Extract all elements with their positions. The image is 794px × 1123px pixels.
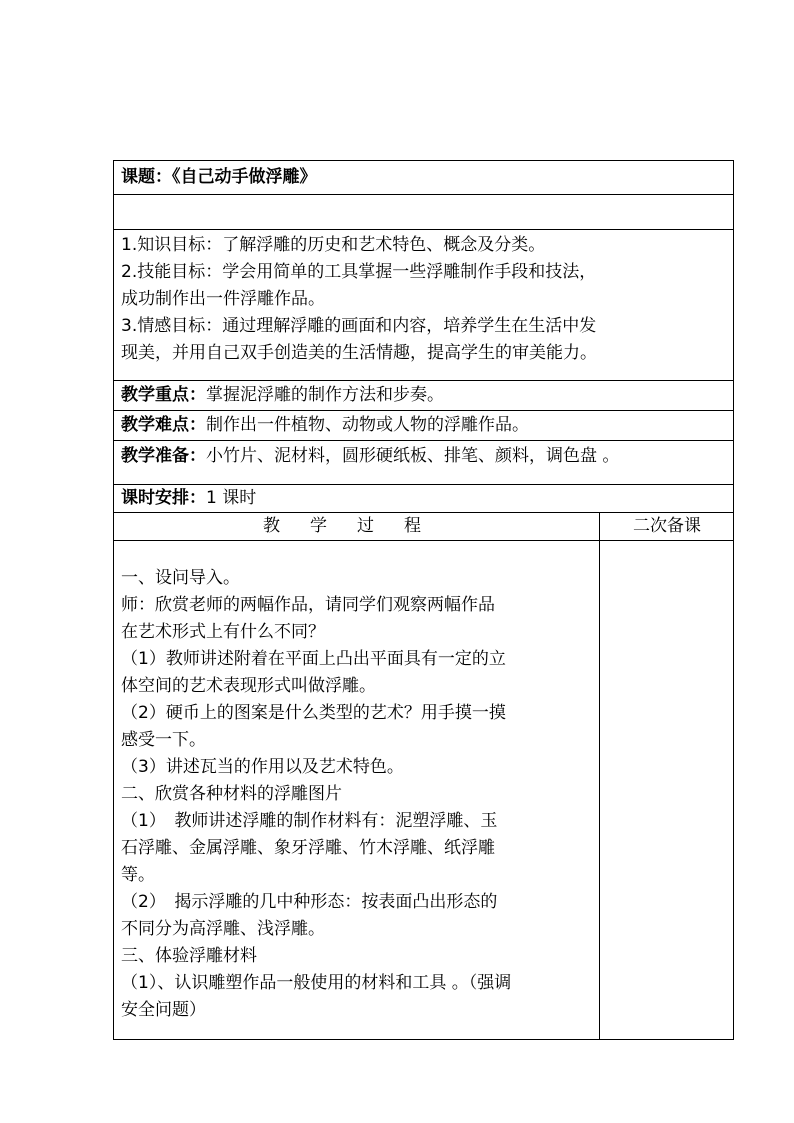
preparation-value: 小竹片、泥材料，圆形硬纸板、排笔、颜料，调色盘 。 (206, 446, 620, 466)
process-content-cell (114, 541, 600, 1040)
process-line: 在艺术形式上有什么不同？ (121, 622, 325, 642)
process-header: 教学过程 (114, 513, 600, 541)
process-line: （1） 教师讲述浮雕的制作材料有：泥塑浮雕、玉 (121, 811, 498, 831)
process-line: 体空间的艺术表现形式叫做浮雕。 (121, 676, 376, 696)
process-header-row (114, 513, 734, 541)
process-line: 一、设问导入。 (121, 568, 240, 588)
process-line: （3）讲述瓦当的作用以及艺术特色。 (121, 757, 404, 777)
process-line: 石浮雕、金属浮雕、象牙浮雕、竹木浮雕、纸浮雕 (121, 838, 495, 858)
second-prep-header: 二次备课 (600, 513, 734, 541)
process-line: 安全问题） (121, 1000, 206, 1020)
process-line: 等。 (121, 865, 155, 885)
schedule-label: 课时安排： (121, 488, 206, 508)
second-prep-cell (600, 541, 734, 1040)
key-point-row (114, 381, 734, 411)
difficulty-label: 教学难点： (121, 415, 206, 435)
process-row (114, 541, 734, 1040)
difficulty-row (114, 411, 734, 441)
schedule-cell (114, 485, 734, 513)
goals-row (114, 230, 734, 381)
process-line: （1）、认识雕塑作品一般使用的材料和工具 。（强调 (121, 973, 512, 993)
key-point-value: 掌握泥浮雕的制作方法和步奏。 (206, 385, 444, 405)
title-row (114, 161, 734, 195)
process-line: 不同分为高浮雕、浅浮雕。 (121, 919, 325, 939)
key-point-cell (114, 381, 734, 411)
process-line: （2）硬币上的图案是什么类型的艺术？用手摸一摸 (121, 703, 506, 723)
key-point-label: 教学重点： (121, 385, 206, 405)
goal-line: 现美，并用自己双手创造美的生活情趣，提高学生的审美能力。 (121, 343, 597, 363)
process-line: 三、体验浮雕材料 (121, 946, 257, 966)
lesson-plan-table (113, 160, 734, 1040)
empty-cell (114, 195, 734, 230)
process-line: 师：欣赏老师的两幅作品，请同学们观察两幅作品 (121, 595, 495, 615)
goal-line: 2.技能目标：学会用简单的工具掌握一些浮雕制作手段和技法， (121, 262, 597, 282)
schedule-value: 1 课时 (206, 488, 257, 508)
goal-line: 3.情感目标：通过理解浮雕的画面和内容，培养学生在生活中发 (121, 316, 597, 336)
difficulty-cell (114, 411, 734, 441)
title-cell (114, 161, 734, 195)
process-line: （2） 揭示浮雕的几中种形态：按表面凸出形态的 (121, 892, 498, 912)
goal-line: 1.知识目标：了解浮雕的历史和艺术特色、概念及分类。 (121, 235, 546, 255)
process-line: 感受一下。 (121, 730, 206, 750)
goals-cell (114, 230, 734, 381)
title-value: 《自己动手做浮雕》 (172, 167, 317, 187)
process-line: 二、欣赏各种材料的浮雕图片 (121, 784, 342, 804)
process-line: （1）教师讲述附着在平面上凸出平面具有一定的立 (121, 649, 506, 669)
schedule-row (114, 485, 734, 513)
goal-line: 成功制作出一件浮雕作品。 (121, 289, 325, 309)
difficulty-value: 制作出一件植物、动物或人物的浮雕作品。 (206, 415, 529, 435)
preparation-row (114, 441, 734, 485)
empty-row (114, 195, 734, 230)
preparation-label: 教学准备： (121, 446, 206, 466)
title-label: 课题： (121, 167, 172, 187)
preparation-cell (114, 441, 734, 485)
